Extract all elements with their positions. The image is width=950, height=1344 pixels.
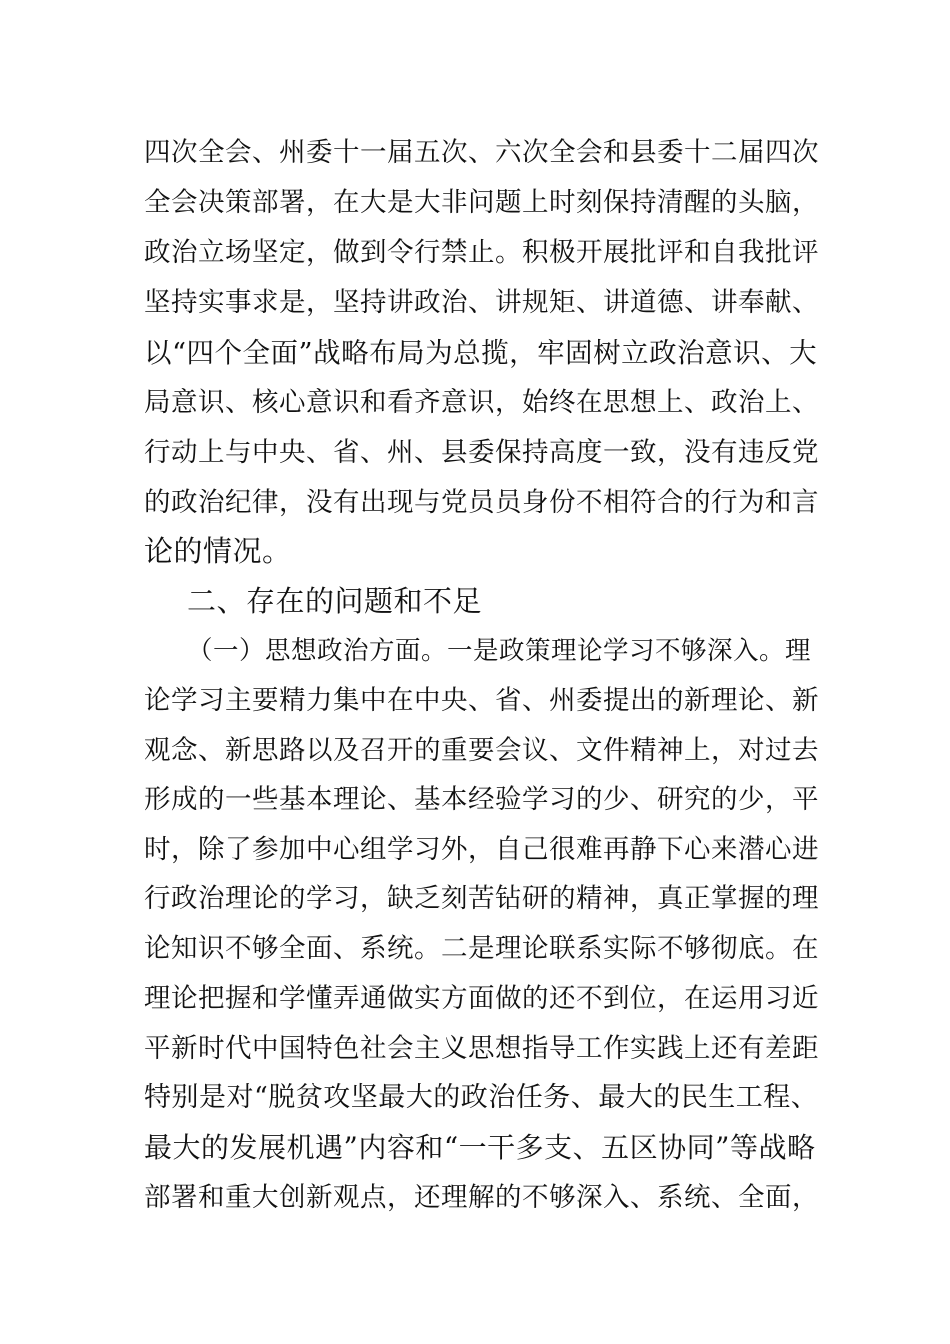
subsection-heading-line: （一）思想政治方面。一是政策理论学习不够深入。理 [187, 636, 812, 666]
text-line: 理论把握和学懂弄通做实方面做的还不到位，在运用习近 [144, 983, 819, 1014]
text-line: 行政治理论的学习，缺乏刻苦钻研的精神，真正掌握的理 [144, 883, 819, 914]
text-line: 平新时代中国特色社会主义思想指导工作实践上还有差距 [144, 1033, 819, 1064]
text-line: 特别是对“脱贫攻坚最大的政治任务、最大的民生工程、 [144, 1082, 819, 1113]
section-heading: 二、存在的问题和不足 [187, 584, 483, 618]
text-line: 论知识不够全面、系统。二是理论联系实际不够彻底。在 [144, 933, 819, 964]
text-line: 四次全会、州委十一届五次、六次全会和县委十二届四次 [144, 137, 819, 168]
text-line: 论学习主要精力集中在中央、省、州委提出的新理论、新 [144, 685, 819, 716]
text-line: 的政治纪律，没有出现与党员员身份不相符合的行为和言 [144, 487, 819, 518]
text-line: 坚持实事求是，坚持讲政治、讲规矩、讲道德、讲奉献、 [144, 287, 819, 318]
text-line: 政治立场坚定，做到令行禁止。积极开展批评和自我批评 [144, 237, 819, 268]
text-line: 最大的发展机遇”内容和“一干多支、五区协同”等战略 [144, 1131, 816, 1164]
text-line: 全会决策部署，在大是大非问题上时刻保持清醒的头脑， [144, 187, 819, 218]
text-line: 论的情况。 [144, 534, 292, 568]
text-line: 观念、新思路以及召开的重要会议、文件精神上，对过去 [144, 735, 819, 766]
text-line: 行动上与中央、省、州、县委保持高度一致，没有违反党 [144, 437, 819, 468]
text-line: 部署和重大创新观点，还理解的不够深入、系统、全面， [144, 1182, 819, 1213]
text-line: 局意识、核心意识和看齐意识，始终在思想上、政治上、 [144, 387, 819, 418]
text-line: 时，除了参加中心组学习外，自己很难再静下心来潜心进 [144, 834, 819, 865]
text-line: 以“四个全面”战略布局为总揽，牢固树立政治意识、大 [144, 337, 818, 369]
text-line: 形成的一些基本理论、基本经验学习的少、研究的少，平 [144, 784, 819, 815]
